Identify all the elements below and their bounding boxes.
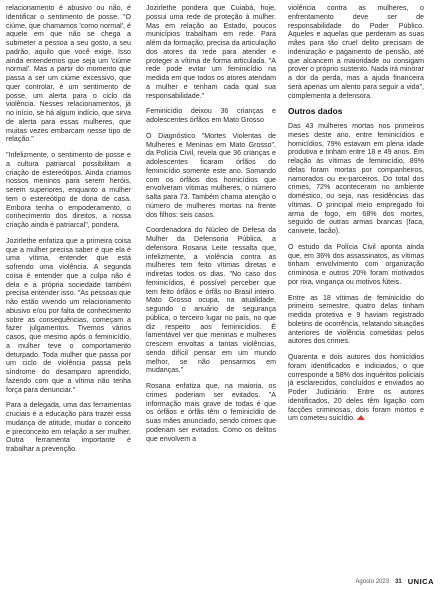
paragraph-text: Quarenta e dois autores dos homicídios foram identificados e indiciados, o que corresponde a 58% dos inquéritos policiais já esclarecidos, concluídos e enviados ao Poder Judiciário. Entre os autores identificados, 20 deles têm ligação com facções criminosas, dois foram mortos e um cometeu suicídio.: [288, 353, 424, 423]
brand-logo: UNICA: [407, 577, 434, 586]
section-heading: Outros dados: [288, 106, 343, 117]
paragraph: Entre as 18 vítimas de feminicídio do primeiro semestre, quatro delas tinham medida protetiva e 9 haviam registrado boletins de ocorrência, relatando situações anteriores de violência cometidas pelos autores dos crimes.: [288, 293, 424, 346]
paragraph: Para a delegada, uma das ferramentas cruciais é a educação para trazer essa mudança de atitude, mudar o conceito e preconceito em relação a ser mulher. Outra ferramenta importante é trabalhar a prevenção.: [6, 401, 131, 453]
article-column-1: [6, 4, 131, 461]
end-mark-icon: [357, 415, 365, 420]
article-column-2: [146, 4, 276, 450]
paragraph: Jozirlethe pondera que Cuiabá, hoje, possui uma rede de proteção à mulher. Mas em relação ao Estado, poucos municípios trabalham em rede. Para além da formação, precisa da articulação dos atores da rede para atender e proteger a vítima de forma articulada. "A rede pode evitar um feminicídio na medida em que todos os atores atendam a mulher e tenham cada qual sua responsabilidade.": [146, 4, 276, 100]
page-footer: [355, 577, 434, 586]
paragraph-final: [288, 353, 424, 423]
paragraph: Das 43 mulheres mortas nos primeiros meses deste ano, entre feminicídios e homicídios, 79% estavam em plena idade produtiva e tinham entre 18 e 49 anos. Em relação às vítimas de feminicídio, 89% delas foram mortas por companheiros, namorados ou ex-parceiros. Do total dos crimes, 72% aconteceram no ambiente doméstico, ou seja, nas residências das vítimas. O principal meio empregado foi arma de fogo, em 68% dos mortes, seguido de outras armas brancas (faca, canivete, facão).: [288, 122, 424, 235]
paragraph: O estudo da Polícia Civil aponta ainda que, em 36% dos assassinatos, as vítimas tinham envolvimento com organização criminosa e outros 20% foram motivados por rixa, vingança ou motivos fúteis.: [288, 242, 424, 286]
paragraph: Rosana enfatiza que, na maioria, os crimes poderiam ser evitados. "A informação mais grave de todas é que os órfãos e órfãs têm o feminicídio de suas mães anunciado, sendo crimes que poderiam ser evitados. Como os delitos que envolvem a: [146, 382, 276, 443]
paragraph: "Infelizmente, o sentimento de posse e a cultura patriarcal possibilitam a criação de estereótipos. Ainda criamos nossos meninos para serem heróis, serem superiores, enquanto a mulher tem o estereótipo de dona de casa. Embora tenha o empoderamento, o conhecimento dos direitos, a nossa criação ainda é patriarcal", pondera.: [6, 151, 131, 229]
article-column-3: [288, 4, 424, 430]
paragraph: O Diagnóstico "Mortes Violentas de Mulheres e Meninas em Mato Grosso", da Polícia Civil, revela que 36 crianças e adolescentes ficaram órfãos do feminicídio somente este ano. Somando com os órfãos dos homicídios que envolveram vítimas mulheres, o número salta para 73. Também chama atenção o número de mulheres mortas na frente dos filhos: seis casos.: [146, 131, 276, 219]
paragraph: Jozirlethe enfatiza que a primeira coisa que a mulher precisa saber é que ela é uma vítima, entender que está sofrendo uma violência. A segunda coisa é entender que a culpa não é dela e a própria sociedade também precisa entender isso. "As pessoas que não estão vivendo um relacionamento abusivo e/ou por falta de conhecimento sobre as consequências, começam a fazer julgamentos. Tivemos vários casos, que mesmo após o feminicídio, a mulher teve o comportamento deturpado. Toda mulher que passa por um ciclo de violência passa pela síndrome do desamparo aprendido, fazendo com que a vítima não tenha força para denunciar.": [6, 236, 131, 394]
paragraph: relacionamento é abusivo ou não, é identificar o sentimento de posse. "O ciúme, que chamamos 'como normal', é aquele em que não se chega a submeter a pessoa a seu gosto, a seu padrão, aquilo que você exige. Isso ainda entendemos que seja um 'ciúme normal'. Mas a partir do momento que passa a ser um ciúme excessivo, que quer controlar, é um sentimento de posse, um alerta para o ciclo da violência. Nesses relacionamentos, já no início, se há algum indício, que sirva de alerta para essas mulheres, que muitas vezes embarcam nesse tipo de relação.": [6, 4, 131, 144]
issue-date: Agosto 2023: [355, 578, 390, 585]
paragraph: Coordenadora do Núcleo de Defesa da Mulher da Defensoria Pública, a defensora Rosana Leite ressalta que, infelizmente, a violência contra as mulheres tem feito vítimas diretas e indiretas todos os dias. "No caso dos feminicídios, é possível perceber que tem feito órfãos e órfãs no Brasil inteiro. Mato Grosso ocupa, na atualidade, segundo o anuário de segurança pública, o terceiro lugar no país, no que diz respeito aos feminicídios. É lamentável ver que meninas e mulheres crescem envoltas a tantas violências, sendo difícil pensar em um mundo melhor, se não pensarmos em mudanças.": [146, 226, 276, 375]
paragraph: Feminicídio deixou 36 crianças e adolescentes órfãos em Mato Grosso: [146, 107, 276, 124]
paragraph: violência contra as mulheres, o enfrentamento deve ser de responsabilidade do Poder Público. Aqueles e aquelas que perderam as suas mães para tão cruel delito precisam de indenização e pagamento de pensão, até que alcancem a maioridade ou consigam prover o próprio sustento. Nada irá minorar a dor da perda, mas a ajuda financeira será apenas um alento para seguir a vida", complementa a defensora.: [288, 4, 424, 100]
page-number: 31: [395, 578, 402, 585]
